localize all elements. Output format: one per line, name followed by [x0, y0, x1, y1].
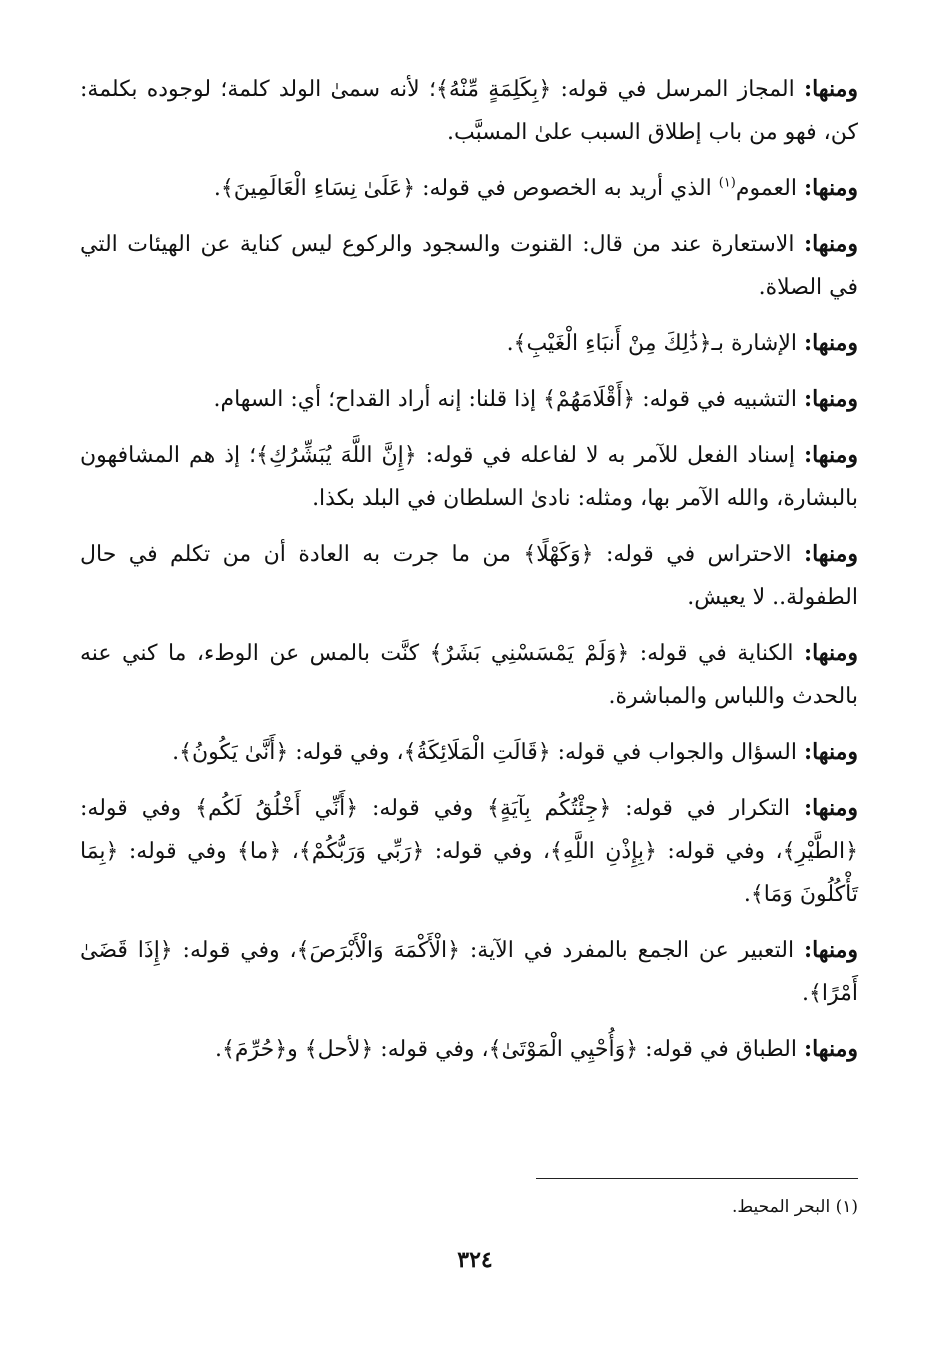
page-number: ٣٢٤	[457, 1247, 493, 1273]
paragraph-ishara	[80, 322, 858, 365]
footnote-divider	[536, 1178, 858, 1179]
paragraph-ihtiras	[80, 533, 858, 619]
paragraph-text: إسناد الفعل للآمر به لا لفاعله في قوله: ﴿إِنَّ اللَّهَ يُبَشِّرُكِ﴾؛ إذ هم المشافهون بالبشارة، والله الآمر بها، ومثله: نادىٰ السلطان في البلد بكذا.	[80, 443, 858, 511]
paragraph-text: الاحتراس في قوله: ﴿وَكَهْلًا﴾ من ما جرت به العادة أن من تكلم في حال الطفولة.. لا يعيش.	[80, 542, 858, 610]
paragraph-heading: ومنها:	[803, 640, 858, 666]
paragraph-istiara	[80, 223, 858, 309]
footnote-marker[interactable]: (١)	[718, 175, 736, 191]
paragraph-heading: ومنها:	[803, 330, 858, 356]
paragraph-text: الاستعارة عند من قال: القنوت والسجود والركوع ليس كناية عن الهيئات التي في الصلاة.	[80, 232, 858, 300]
paragraph-text: العموم	[735, 176, 804, 201]
paragraph-heading: ومنها:	[803, 386, 858, 412]
paragraph-heading: ومنها:	[803, 231, 858, 257]
paragraph-umum	[80, 167, 858, 210]
paragraph-majaz	[80, 68, 858, 154]
paragraph-tibaq	[80, 1028, 858, 1071]
paragraph-text: التشبيه في قوله: ﴿أَقْلَامَهُمْ﴾ إذا قلنا: إنه أراد القداح؛ أي: السهام.	[213, 387, 804, 412]
body-text	[80, 68, 858, 1071]
paragraph-heading: ومنها:	[803, 795, 858, 821]
footnote: (١) البحر المحيط.	[732, 1197, 858, 1217]
paragraph-text: السؤال والجواب في قوله: ﴿قَالَتِ الْمَلَائِكَةُ﴾، وفي قوله: ﴿أَنَّىٰ يَكُونُ﴾.	[172, 740, 804, 765]
paragraph-heading: ومنها:	[803, 1036, 858, 1062]
paragraph-kinaya	[80, 632, 858, 718]
paragraph-text: الكناية في قوله: ﴿وَلَمْ يَمْسَسْنِي بَشَرٌ﴾ كنَّت بالمس عن الوطء، ما كني عنه بالحدث واللباس والمباشرة.	[80, 641, 858, 709]
paragraph-sual-jawab	[80, 731, 858, 774]
paragraph-tikrar	[80, 787, 858, 916]
paragraph-text: المجاز المرسل في قوله: ﴿بِكَلِمَةٍ مِّنْهُ﴾؛ لأنه سمىٰ الولد كلمة؛ لوجوده بكلمة: كن، فهو من باب إطلاق السبب علىٰ المسبَّب.	[80, 77, 858, 145]
paragraph-heading: ومنها:	[803, 937, 858, 963]
paragraph-text: التعبير عن الجمع بالمفرد في الآية: ﴿الْأَكْمَهَ وَالْأَبْرَصَ﴾، وفي قوله: ﴿إِذَا قَضَىٰ أَمْرًا﴾.	[80, 938, 858, 1006]
paragraph-tabir	[80, 929, 858, 1015]
paragraph-heading: ومنها:	[803, 76, 858, 102]
paragraph-tashbih	[80, 378, 858, 421]
paragraph-text: الذي أريد به الخصوص في قوله: ﴿عَلَىٰ نِسَاءِ الْعَالَمِينَ﴾.	[213, 176, 719, 201]
paragraph-text: الطباق في قوله: ﴿وَأُحْيِي الْمَوْتَىٰ﴾، وفي قوله: ﴿لأحل﴾ و﴿حُرِّمَ﴾.	[214, 1037, 804, 1062]
paragraph-text: التكرار في قوله: ﴿جِئْتُكُم بِآيَةٍ﴾ وفي قوله: ﴿أَنِّي أَخْلُقُ لَكُم﴾ وفي قوله: ﴿الطَّيْرِ﴾، وفي قوله: ﴿بِإِذْنِ اللَّهِ﴾، وفي قوله: ﴿رَبِّي وَرَبُّكُمْ﴾، ﴿ما﴾ وفي قوله: ﴿بِمَا تَأْكُلُونَ وَمَا﴾.	[80, 796, 858, 907]
paragraph-heading: ومنها:	[803, 175, 858, 201]
paragraph-heading: ومنها:	[803, 739, 858, 765]
paragraph-heading: ومنها:	[803, 541, 858, 567]
paragraph-heading: ومنها:	[803, 442, 858, 468]
paragraph-isnad	[80, 434, 858, 520]
paragraph-text: الإشارة بـ﴿ذَٰلِكَ مِنْ أَنبَاءِ الْغَيْبِ﴾.	[506, 331, 804, 356]
